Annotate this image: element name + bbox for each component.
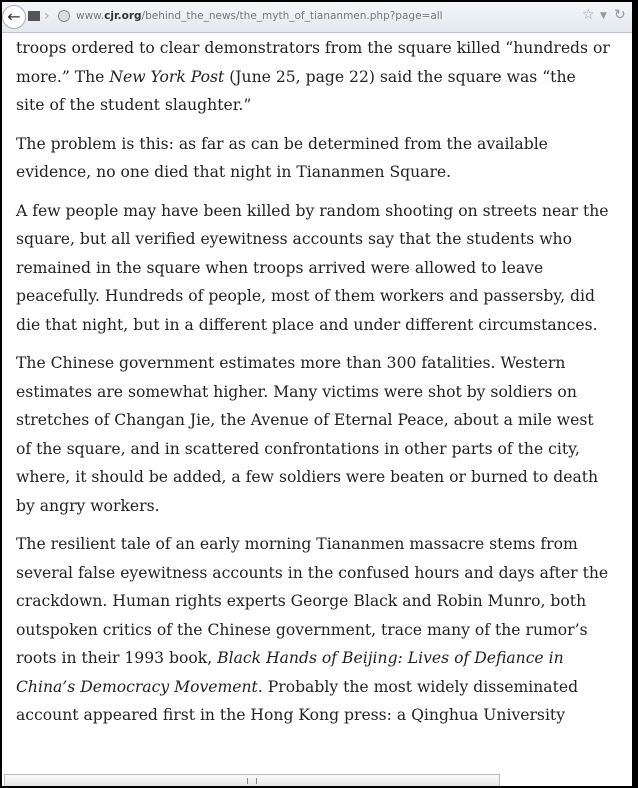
dropdown-icon[interactable]: ▼ [600,11,607,21]
url-path: /behind_the_news/the_myth_of_tiananmen.php?page=all [141,10,443,22]
book-title: Black Hands of Beijing: Lives of Defiance in [217,649,564,667]
text-line: peacefully. Hundreds of people, most of them workers and passersby, did [16,287,595,305]
browser-window [2,2,632,786]
text-line: several false eyewitness accounts in the confused hours and days after the [16,563,609,582]
back-arrow-icon[interactable]: ← [2,5,26,29]
paragraph [16,130,626,187]
reload-icon[interactable]: ↻ [614,7,626,23]
paragraph [16,34,626,120]
text-line: stretches of Changan Jie, the Avenue of Eternal Peace, about a mile west [16,411,594,429]
page-icon[interactable] [28,11,40,21]
text-line: The Chinese government estimates more than 300 fatalities. Western [16,354,566,372]
text: (June 25, page 22) said the square was “the [224,67,576,86]
text-line: where, it should be added, a few soldiers were beaten or burned to death [16,468,599,486]
text-line: outspoken critics of the Chinese government, trace many of the rumor’s [16,620,588,639]
text-line: of the square, and in scattered confrontations in other parts of the city, [16,439,580,458]
url-domain: cjr.org [104,10,142,22]
text-line: The problem is this: as far as can be determined from the available [16,134,548,153]
navigation-toolbar [2,2,632,33]
text-line: by angry workers. [16,496,160,515]
text-line: account appeared first in the Hong Kong press: a Qinghua University [16,706,566,724]
paragraph [16,197,626,340]
text-line: die that night, but in a different place and under different circumstances. [16,315,598,334]
text-line: crackdown. Human rights experts George Black and Robin Munro, both [16,592,587,610]
scrollbar-grip-icon[interactable] [247,778,257,784]
text-line: troops ordered to clear demonstrators from the square killed “hundreds or [16,39,610,57]
star-icon[interactable]: ☆ [582,7,595,23]
text-line: A few people may have been killed by random shooting on streets near the [16,201,609,220]
paragraph [16,349,626,520]
text-line: site of the student slaughter.” [16,96,252,114]
url-bar[interactable] [76,10,443,22]
separator: › [44,8,50,24]
url-prefix: www. [76,10,105,22]
text: . Probably the most widely disseminated [257,677,579,696]
text-line: remained in the square when troops arrived were allowed to leave [16,258,544,277]
article-body [16,34,626,740]
book-title: China’s Democracy Movement [16,677,258,696]
text-line: square, but all verified eyewitness accounts say that the students who [16,230,572,248]
text-line [16,644,626,673]
text: roots in their 1993 book, [16,649,218,667]
paragraph [16,530,626,730]
publication-title: New York Post [109,67,225,86]
text-line [16,673,626,702]
text-line [16,63,626,92]
text-line: estimates are somewhat higher. Many victims were shot by soldiers on [16,382,577,401]
horizontal-scrollbar[interactable] [4,774,500,786]
globe-icon [58,10,70,22]
text-line: The resilient tale of an early morning Tiananmen massacre stems from [16,535,578,553]
text-line: evidence, no one died that night in Tiananmen Square. [16,163,452,181]
text: more.” The [16,67,110,86]
